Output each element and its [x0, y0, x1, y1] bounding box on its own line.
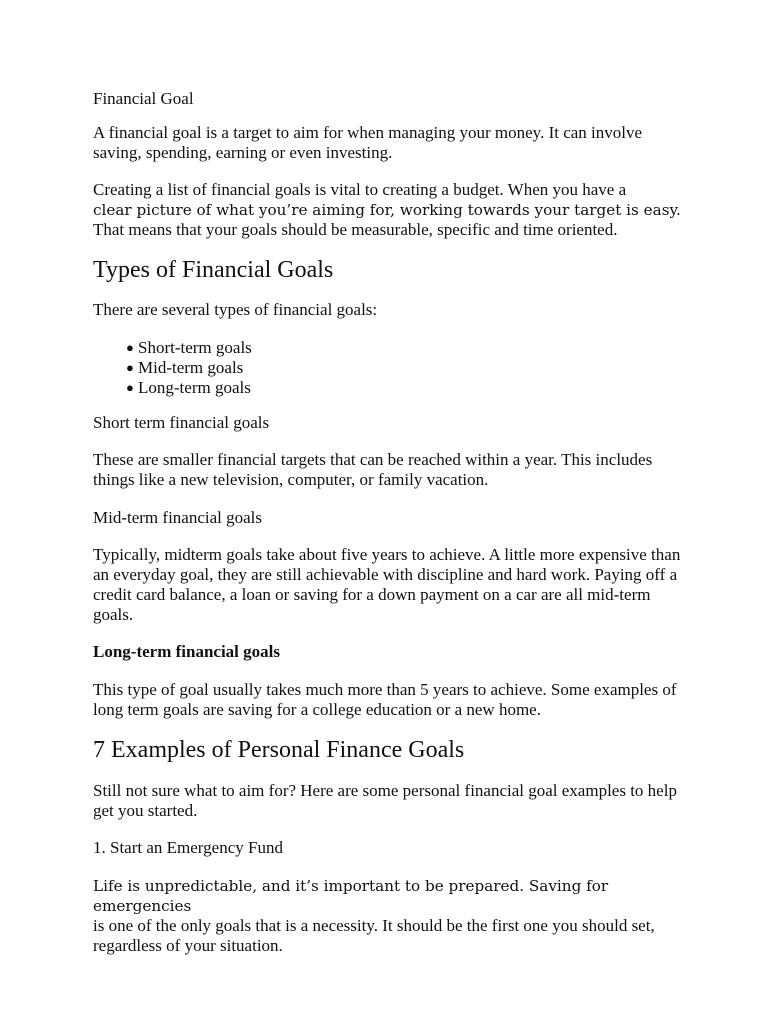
- mid-term-heading: Mid-term financial goals: [93, 508, 263, 527]
- budget-paragraph-line-3: That means that your goals should be measurable, specific and time oriented.: [93, 220, 618, 239]
- long-term-body: This type of goal usually takes much more than 5 years to achieve. Some examples of long term goals are saving for a college education or a new home.: [93, 680, 677, 719]
- mid-term-body: Typically, midterm goals take about five years to achieve. A little more expensive than an everyday goal, they are still achievable with discipline and hard work. Paying off a credit card balance, a loan or saving for a down payment on a car are all mid-term goals.: [93, 545, 681, 624]
- short-term-body: These are smaller financial targets that can be reached within a year. This includes things like a new television, computer, or family vacation.: [93, 450, 653, 489]
- example-1-heading: 1. Start an Emergency Fund: [93, 838, 283, 857]
- budget-paragraph-line-1: Creating a list of financial goals is vital to creating a budget. When you have a: [93, 180, 627, 199]
- list-item: ● Short-term goals: [126, 338, 252, 357]
- types-intro: There are several types of financial goals:: [93, 300, 378, 319]
- example-1-body: [93, 876, 683, 956]
- types-heading: Types of Financial Goals: [93, 257, 334, 283]
- budget-paragraph: [93, 180, 683, 240]
- intro-paragraph: A financial goal is a target to aim for when managing your money. It can involve saving, spending, earning or even investing.: [93, 123, 643, 162]
- bullet-icon: ●: [126, 360, 134, 375]
- budget-paragraph-line-2: clear picture of what you’re aiming for, working towards your target is easy.: [93, 201, 681, 219]
- examples-heading: 7 Examples of Personal Finance Goals: [93, 737, 465, 763]
- short-term-heading: Short term financial goals: [93, 413, 270, 432]
- types-list: [93, 338, 683, 398]
- example-1-body-line-1: Life is unpredictable, and it’s important to be prepared. Saving for emergencies: [93, 877, 609, 915]
- bullet-icon: ●: [126, 380, 134, 395]
- bullet-icon: ●: [126, 340, 134, 355]
- long-term-heading: Long-term financial goals: [93, 642, 280, 661]
- list-item: ● Mid-term goals: [126, 358, 244, 377]
- examples-intro: Still not sure what to aim for? Here are some personal financial goal examples to help get you started.: [93, 781, 677, 820]
- list-item: ● Long-term goals: [126, 378, 251, 397]
- document-title: Financial Goal: [93, 89, 194, 108]
- example-1-body-rest: is one of the only goals that is a necessity. It should be the first one you should set, regardless of your situation.: [93, 916, 655, 955]
